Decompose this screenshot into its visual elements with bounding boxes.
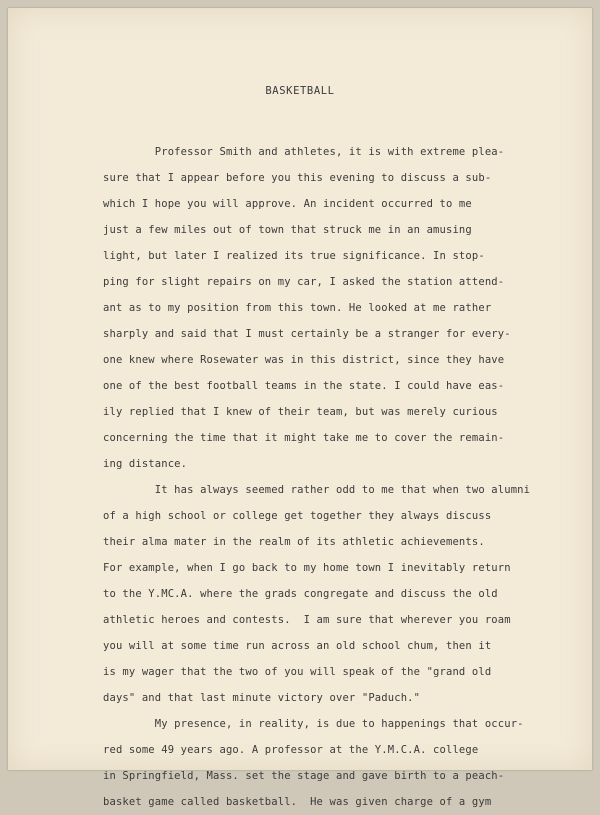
text-line: is my wager that the two of you will speak of the "grand old xyxy=(103,666,492,678)
text-line: sure that I appear before you this evening to discuss a sub- xyxy=(103,172,492,184)
text-line: basket game called basketball. He was given charge of a gym xyxy=(103,796,492,808)
text-line: you will at some time run across an old school chum, then it xyxy=(103,640,492,652)
text-line: sharply and said that I must certainly be a stranger for every- xyxy=(103,328,511,340)
text-line: which I hope you will approve. An incident occurred to me xyxy=(103,198,472,210)
text-line: ping for slight repairs on my car, I asked the station attend- xyxy=(103,276,505,288)
text-line: My presence, in reality, is due to happenings that occur- xyxy=(103,718,524,730)
text-line: of a high school or college get together they always discuss xyxy=(103,510,492,522)
text-line: in Springfield, Mass. set the stage and gave birth to a peach- xyxy=(103,770,505,782)
text-line: just a few miles out of town that struck me in an amusing xyxy=(103,224,472,236)
text-line: athletic heroes and contests. I am sure that wherever you roam xyxy=(103,614,511,626)
text-line: red some 49 years ago. A professor at the Y.M.C.A. college xyxy=(103,744,479,756)
text-line: concerning the time that it might take me to cover the remain- xyxy=(103,432,505,444)
text-line: ing distance. xyxy=(103,458,188,470)
text-line: ily replied that I knew of their team, but was merely curious xyxy=(103,406,498,418)
text-line: light, but later I realized its true significance. In stop- xyxy=(103,250,485,262)
text-line: For example, when I go back to my home town I inevitably return xyxy=(103,562,511,574)
document-title: BASKETBALL xyxy=(265,85,335,97)
text-line: ant as to my position from this town. He looked at me rather xyxy=(103,302,492,314)
text-line: one knew where Rosewater was in this district, since they have xyxy=(103,354,505,366)
text-line: to the Y.MC.A. where the grads congregate and discuss the old xyxy=(103,588,498,600)
text-line: It has always seemed rather odd to me that when two alumni xyxy=(103,484,531,496)
text-line: days" and that last minute victory over "Paduch." xyxy=(103,692,421,704)
typed-text-body xyxy=(103,139,531,815)
text-line: one of the best football teams in the state. I could have eas- xyxy=(103,380,505,392)
text-line: Professor Smith and athletes, it is with extreme plea- xyxy=(103,146,505,158)
text-line: their alma mater in the realm of its athletic achievements. xyxy=(103,536,485,548)
